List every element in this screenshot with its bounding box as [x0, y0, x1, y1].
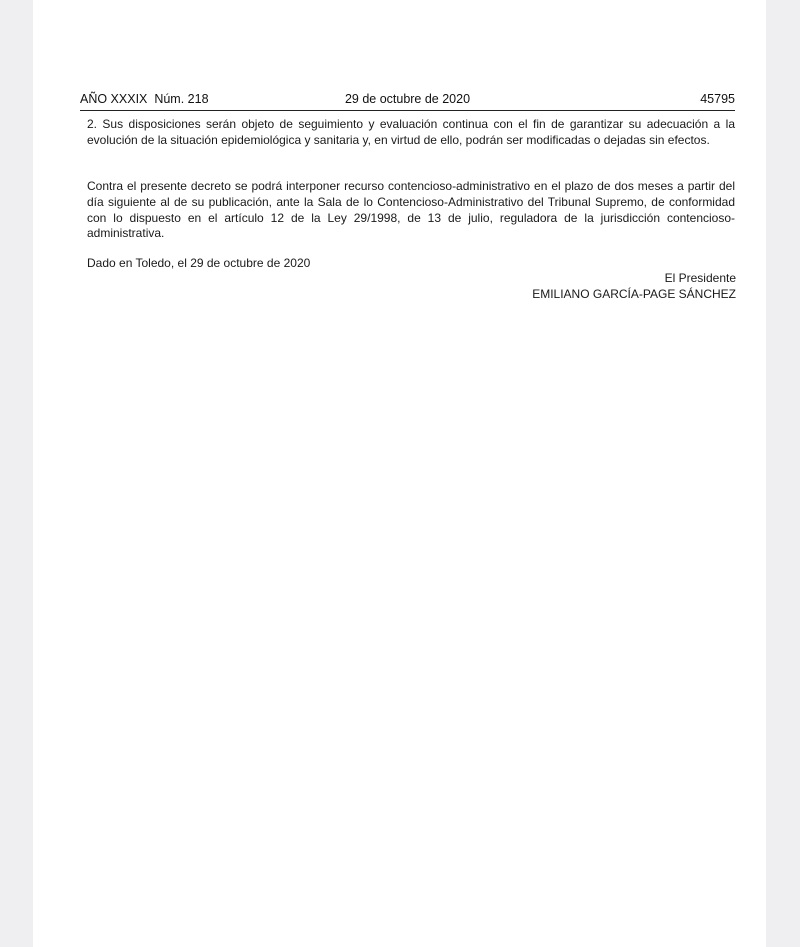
signature-title: El Presidente	[664, 271, 736, 285]
page-header	[80, 92, 735, 111]
issue-number: AÑO XXXIX Núm. 218	[80, 92, 209, 106]
place-date: Dado en Toledo, el 29 de octubre de 2020	[87, 256, 311, 270]
page-number: 45795	[700, 92, 735, 106]
signature-name: EMILIANO GARCÍA-PAGE SÁNCHEZ	[532, 287, 736, 301]
header-date: 29 de octubre de 2020	[344, 92, 471, 106]
signature-block	[532, 270, 736, 302]
paragraph-recurso: Contra el presente decreto se podrá interponer recurso contencioso-administrativo en el plazo de dos meses a partir del día siguiente al de su publicación, ante la Sala de lo Contencioso-Administrativo del Tribunal Supremo, de conformidad con lo dispuesto en el artículo 12 de la Ley 29/1998, de 13 de julio, reguladora de la jurisdicción contencioso-administrativa.	[87, 179, 735, 241]
paragraph-disposiciones: 2. Sus disposiciones serán objeto de seguimiento y evaluación continua con el fin de garantizar su adecuación a la evolución de la situación epidemiológica y sanitaria y, en virtud de ello, podrán ser modificadas o dejadas sin efectos.	[87, 117, 735, 147]
